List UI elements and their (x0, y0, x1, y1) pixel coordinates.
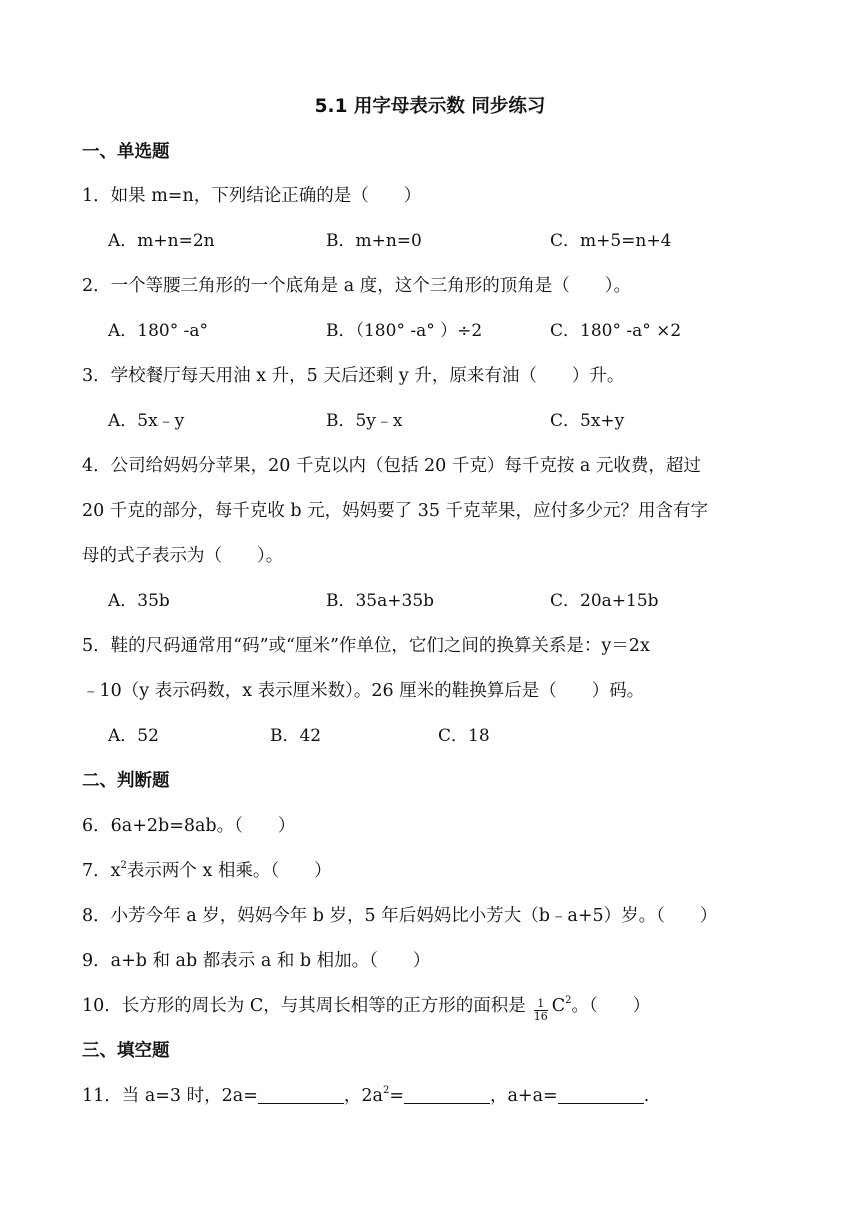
fraction-denominator: 16 (533, 1010, 548, 1023)
question-7-pre: 7．x (82, 861, 121, 881)
question-10-pre: 10．长方形的周长为 C，与其周长相等的正方形的面积是 (82, 996, 526, 1016)
question-10-post: 。（ ） (571, 996, 651, 1016)
question-4-option-b: B．35a+35b (326, 591, 435, 611)
question-11-part-4: ，a+a= (489, 1086, 558, 1106)
question-2-option-a: A．180° -a° (108, 321, 209, 341)
question-4-line-3: 母的式子表示为（ ）。 (82, 546, 284, 566)
question-4-option-c: C．20a+15b (550, 591, 659, 611)
section-heading-single-choice: 一、单选题 (82, 142, 170, 162)
question-7-post: 表示两个 x 相乘。（ ） (126, 861, 332, 881)
question-7-superscript: 2 (120, 860, 127, 871)
question-4-line-1: 4．公司给妈妈分苹果，20 千克以内（包括 20 千克）每千克按 a 元收费，超过 (82, 456, 701, 476)
question-3-stem: 3．学校餐厅每天用油 x 升，5 天后还剩 y 升，原来有油（ ）升。 (82, 366, 625, 386)
section-heading-fill-blank: 三、填空题 (82, 1041, 170, 1061)
page-title: 5.1 用字母表示数 同步练习 (314, 96, 546, 117)
question-9: 9．a+b 和 ab 都表示 a 和 b 相加。（ ） (82, 951, 431, 971)
question-11-part-5: . (643, 1086, 650, 1106)
fraction (534, 998, 548, 1023)
question-11-part-2: ，2a (343, 1086, 383, 1106)
question-2-stem: 2．一个等腰三角形的一个底角是 a 度，这个三角形的顶角是（ ）。 (82, 276, 631, 296)
question-11-part-1: 11．当 a=3 时，2a= (82, 1086, 258, 1106)
question-2-option-c: C．180° -a° ×2 (550, 321, 682, 341)
question-11 (82, 1084, 649, 1108)
question-3-option-c: C．5x+y (550, 411, 625, 431)
fraction-numerator: 1 (534, 998, 548, 1011)
question-7 (82, 859, 332, 883)
question-1-stem: 1．如果 m=n，下列结论正确的是（ ） (82, 186, 422, 206)
question-10-superscript: 2 (565, 995, 572, 1006)
answer-blank-2[interactable] (404, 1085, 490, 1104)
question-2-option-b: B．（180° -a° ）÷2 (326, 321, 483, 341)
question-4-line-2: 20 千克的部分，每千克收 b 元，妈妈要了 35 千克苹果，应付多少元？用含有字 (82, 501, 709, 521)
question-11-part-3: = (389, 1086, 404, 1106)
question-11-superscript: 2 (382, 1085, 390, 1096)
question-5-line-2: ﹣10（y 表示码数，x 表示厘米数）。26 厘米的鞋换算后是（ ）码。 (82, 681, 645, 701)
section-heading-true-false: 二、判断题 (82, 771, 170, 791)
question-5-option-c: C．18 (438, 726, 490, 746)
question-3-option-a: A．5x﹣y (108, 411, 185, 431)
question-10 (82, 994, 650, 1023)
question-4-option-a: A．35b (108, 591, 170, 611)
question-5-line-1: 5．鞋的尺码通常用“码”或“厘米”作单位，它们之间的换算关系是：y＝2x (82, 636, 650, 656)
question-3-option-b: B．5y﹣x (326, 411, 403, 431)
answer-blank-3[interactable] (558, 1085, 644, 1104)
question-1-option-a: A．m+n=2n (108, 231, 215, 251)
question-6: 6．6a+2b=8ab。（ ） (82, 816, 296, 836)
question-10-variable: C (551, 996, 566, 1016)
question-1-option-c: C．m+5=n+4 (550, 231, 672, 251)
question-5-option-a: A．52 (108, 726, 159, 746)
answer-blank-1[interactable] (258, 1085, 344, 1104)
question-8: 8．小芳今年 a 岁，妈妈今年 b 岁，5 年后妈妈比小芳大（b﹣a+5）岁。（ ） (82, 906, 718, 926)
question-5-option-b: B．42 (270, 726, 322, 746)
question-1-option-b: B．m+n=0 (326, 231, 422, 251)
